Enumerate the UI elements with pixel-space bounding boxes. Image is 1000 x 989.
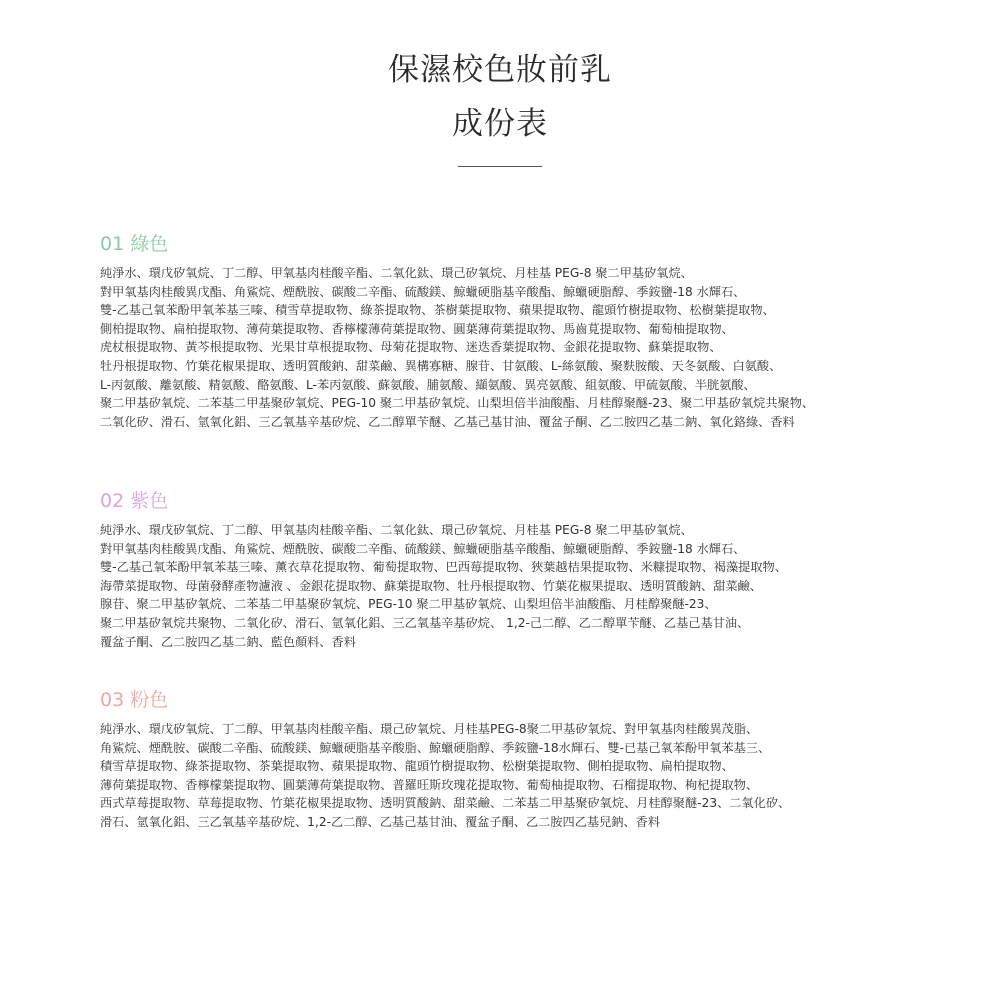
ingredient-line: 純淨水、環戊矽氧烷、丁二醇、甲氧基肉桂酸辛酯、二氧化鈦、環己矽氧烷、月桂基 PEG-8 聚二甲基矽氧烷、	[100, 266, 693, 280]
ingredient-line: 對甲氧基肉桂酸異戊酯、角鯊烷、煙酰胺、碳酸二辛酯、硫酸鎂、鯨蠟硬脂基辛酸酯、鯨蠟硬脂醇、季銨鹽-18 水輝石、	[100, 541, 746, 556]
ingredient-line: 純淨水、環戊矽氧烷、丁二醇、甲氧基肉桂酸辛酯、環己矽氧烷、月桂基PEG-8聚二甲基矽氧烷、對甲氧基肉桂酸異茂脂、	[100, 722, 759, 736]
section-heading-purple: 02 紫色	[100, 490, 169, 512]
ingredient-line: 二氧化矽、滑石、氫氧化鋁、三乙氧基辛基矽烷、乙二醇單苄醚、乙基己基甘油、覆盆子酮、乙二胺四乙基二鈉、氧化鉻綠、香料	[100, 414, 795, 429]
ingredient-list-purple	[100, 521, 980, 651]
section-green	[100, 232, 980, 431]
section-heading-green: 01 綠色	[100, 233, 169, 255]
ingredient-list-green	[100, 264, 980, 431]
ingredient-line: 對甲氧基肉桂酸異戊酯、角鯊烷、煙酰胺、碳酸二辛酯、硫酸鎂、鯨蠟硬脂基辛酸酯、鯨蠟硬脂醇、季銨鹽-18 水輝石、	[100, 284, 746, 299]
section-pink	[100, 688, 980, 832]
ingredient-line: 雙-乙基己氧苯酚甲氧苯基三嗪、薰衣草花提取物、葡萄提取物、巴西莓提取物、狹葉越桔果提取物、米糠提取物、褐藻提取物、	[100, 560, 787, 575]
ingredient-line: 聚二甲基矽氧烷共聚物、二氧化矽、滑石、氫氧化鋁、三乙氧基辛基矽烷、 1,2-己二醇、乙二醇單苄醚、乙基己基甘油、	[100, 615, 750, 630]
ingredient-line: 覆盆子酮、乙二胺四乙基二鈉、藍色顏料、香料	[100, 634, 356, 649]
ingredient-list-pink	[100, 720, 980, 832]
ingredient-line: 西式草莓提取物、草莓提取物、竹葉花椒果提取物、透明質酸鈉、甜菜鹼、二苯基二甲基聚矽氧烷、月桂醇聚醚-23、二氧化矽、	[100, 796, 791, 811]
ingredient-line: 滑石、氫氧化鋁、三乙氧基辛基矽烷、1,2-乙二醇、乙基己基甘油、覆盆子酮、乙二胺四乙基兒鈉、香料	[100, 814, 661, 829]
ingredient-line: L-丙氨酸、離氨酸、精氨酸、酪氨酸、L-苯丙氨酸、蘇氨酸、脯氨酸、纈氨酸、異亮氨酸、組氨酸、甲硫氨酸、半胱氨酸、	[100, 377, 756, 392]
ingredient-line: 角鯊烷、煙酰胺、碳酸二辛酯、硫酸鎂、鯨蠟硬脂基辛酸脂、鯨蠟硬脂醇、季銨鹽-18水輝石、雙-已基己氧苯酚甲氧苯基三、	[100, 740, 771, 755]
ingredient-line: 積雪草提取物、綠茶提取物、茶葉提取物、蘋果提取物、龍頭竹樹提取物、松樹葉提取物、側柏提取物、扁柏提取物、	[100, 759, 734, 774]
ingredient-line: 腺苷、聚二甲基矽氧烷、二苯基二甲基聚矽氧烷、PEG-10 聚二甲基矽氧烷、山梨坦倍半油酸酯、月桂醇聚醚-23、	[100, 597, 717, 612]
ingredient-line: 海帶菜提取物、母菌發酵產物濾液 、金銀花提取物、蘇葉提取物、牡丹根提取物、竹葉花椒果提取、透明質酸鈉、甜菜鹼、	[100, 578, 762, 593]
page-subtitle: 成份表	[452, 106, 548, 142]
ingredient-line: 虎杖根提取物、黃芩根提取物、光果甘草根提取物、母菊花提取物、迷迭香葉提取物、金銀花提取物、蘇葉提取物、	[100, 340, 722, 355]
ingredient-line: 薄荷葉提取物、香檸檬葉提取物、圓葉薄荷葉提取物、普羅旺斯玫瑰花提取物、葡萄柚提取物、石榴提取物、枸杞提取物、	[100, 777, 759, 792]
ingredient-line: 側柏提取物、扁柏提取物、薄荷葉提取物、香檸檬薄荷葉提取物、圓葉薄荷葉提取物、馬齒莧提取物、葡萄柚提取物、	[100, 321, 734, 336]
section-purple	[100, 489, 980, 651]
page-title: 保濕校色妝前乳	[388, 52, 612, 88]
ingredient-line: 牡丹根提取物、竹葉花椒果提取、透明質酸鈉、甜菜鹼、異構寡糖、腺苷、甘氨酸、L-絲氨酸、聚麩胺酸、天冬氨酸、白氨酸、	[100, 358, 782, 373]
ingredient-line: 純淨水、環戊矽氧烷、丁二醇、甲氧基肉桂酸辛酯、二氧化鈦、環己矽氧烷、月桂基 PEG-8 聚二甲基矽氧烷、	[100, 523, 693, 537]
section-heading-pink: 03 粉色	[100, 689, 169, 711]
ingredient-line: 雙-乙基己氧苯酚甲氧苯基三嗪、積雪草提取物、綠茶提取物、茶樹葉提取物、蘋果提取物、龍頭竹樹提取物、松樹葉提取物、	[100, 303, 775, 318]
ingredient-line: 聚二甲基矽氧烷、二苯基二甲基聚矽氧烷、PEG-10 聚二甲基矽氧烷、山梨坦倍半油酸酯、月桂醇聚醚-23、聚二甲基矽氧烷共聚物、	[100, 396, 815, 411]
title-divider	[458, 166, 542, 167]
